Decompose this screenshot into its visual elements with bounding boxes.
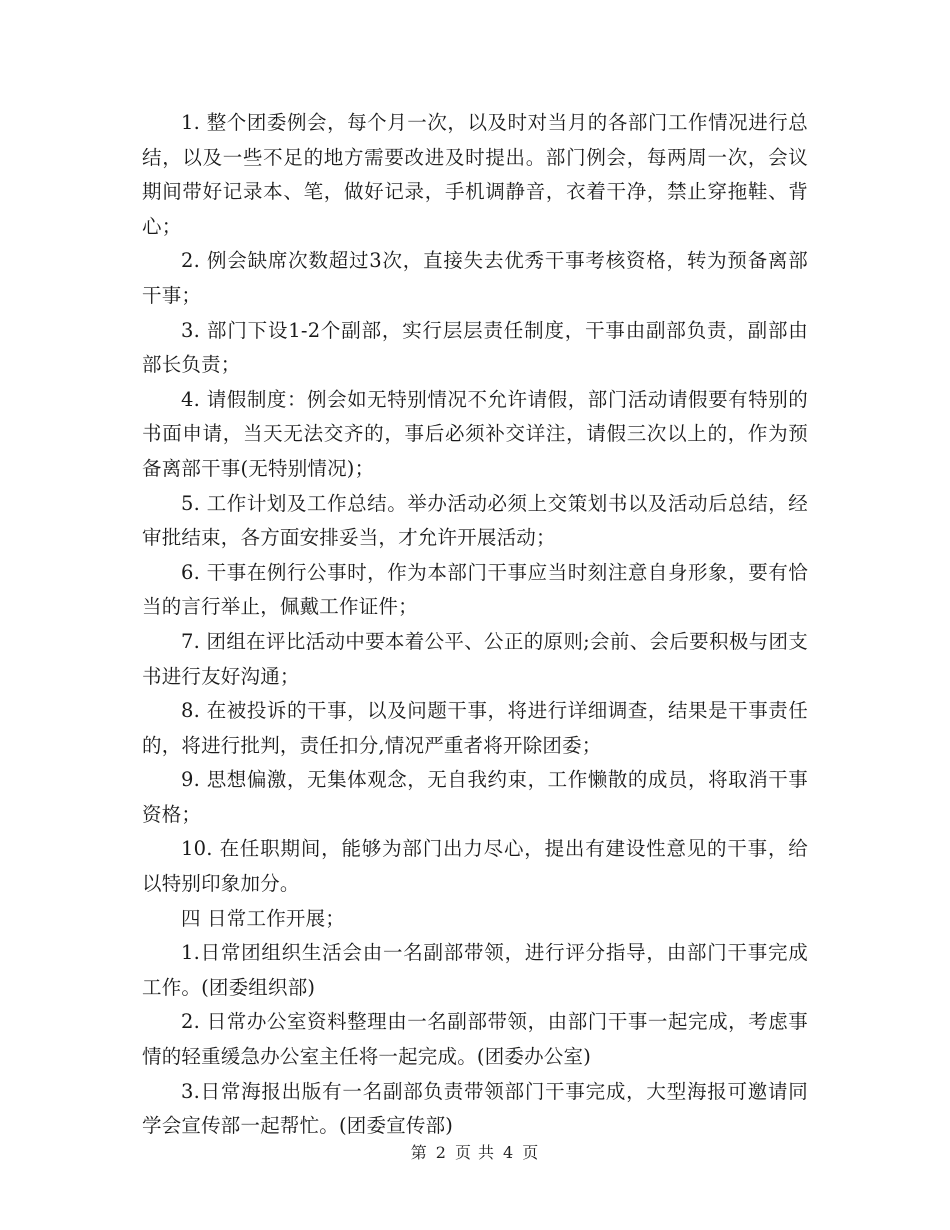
- paragraph-office: 2. 日常办公室资料整理由一名副部带领，由部门干事一起完成，考虑事情的轻重缓急办公室主任将一起完成。(团委办公室): [142, 1010, 808, 1069]
- paragraph-absence-rule: 2. 例会缺席次数超过3次，直接失去优秀干事考核资格，转为预备离部干事；: [142, 249, 808, 307]
- paragraph-disqualification: 9. 思想偏激，无集体观念，无自我约束，工作懒散的成员，将取消干事资格；: [142, 768, 808, 826]
- paragraph-conduct: 6. 干事在例行公事时，作为本部门干事应当时刻注意自身形象，要有恰当的言行举止，佩戴工作证件；: [142, 560, 808, 619]
- paragraph-meeting-rules: 1. 整个团委例会，每个月一次，以及时对当月的各部门工作情况进行总结，以及一些不足的地方需要改进及时提出。部门例会，每两周一次，会议期间带好记录本、笔，做好记录，手机调静音，衣着干净，禁止穿拖鞋、背心；: [142, 111, 808, 238]
- footer-suffix: 页: [522, 1143, 540, 1162]
- footer-middle: 页 共: [454, 1143, 496, 1162]
- paragraph-work-plan: 5. 工作计划及工作总结。举办活动必须上交策划书以及活动后总结，经审批结束，各方面安排妥当，才允许开展活动；: [142, 491, 808, 550]
- document-body: [142, 106, 808, 1144]
- paragraph-deputy-structure: 3. 部门下设1-2个副部，实行层层责任制度，干事由副部负责，副部由部长负责；: [142, 318, 808, 377]
- footer-prefix: 第: [410, 1143, 428, 1162]
- paragraph-evaluation: 7. 团组在评比活动中要本着公平、公正的原则;会前、会后要积极与团支书进行友好沟通；: [142, 629, 808, 688]
- section-heading-daily-work: 四 日常工作开展；: [181, 906, 345, 930]
- paragraph-bonus: 10. 在任职期间，能够为部门出力尽心，提出有建设性意见的干事，给以特别印象加分。: [142, 837, 808, 896]
- footer-total-pages: 4: [503, 1143, 515, 1162]
- footer-current-page: 2: [435, 1143, 447, 1162]
- paragraph-leave-policy: 4. 请假制度：例会如无特别情况不允许请假，部门活动请假要有特别的书面申请，当天无法交齐的，事后必须补交详注，请假三次以上的，作为预备离部干事(无特别情况)；: [142, 387, 808, 480]
- paragraph-organization-dept: 1.日常团组织生活会由一名副部带领，进行评分指导，由部门干事完成工作。(团委组织部): [142, 941, 808, 999]
- paragraph-publicity-dept: 3.日常海报出版有一名副部负责带领部门干事完成，大型海报可邀请同学会宣传部一起帮忙。(团委宣传部): [142, 1079, 808, 1138]
- page-footer: [0, 1140, 950, 1163]
- paragraph-complaints: 8. 在被投诉的干事，以及问题干事，将进行详细调查，结果是干事责任的，将进行批判，责任扣分,情况严重者将开除团委；: [142, 699, 808, 757]
